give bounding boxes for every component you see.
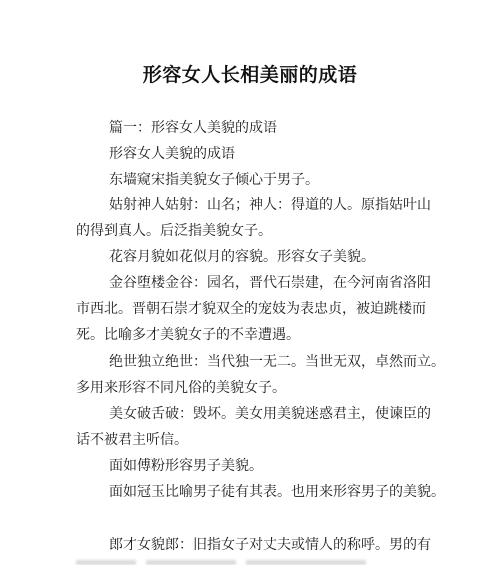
section-heading: 篇一：形容女人美貌的成语	[109, 120, 277, 136]
paragraph-line: 姑射神人姑射：山名；神人：得道的人。原指姑叶山	[109, 197, 431, 213]
paragraph-line: 美女破舌破：毁坏。美女用美貌迷惑君主，使谏臣的	[109, 406, 431, 422]
paragraph-line: 绝世独立绝世：当代独一无二。当世无双，卓然而立。	[109, 354, 445, 370]
paragraph-line: 多用来形容不同凡俗的美貌女子。	[76, 380, 286, 396]
paragraph-line: 面如傅粉形容男子美貌。	[109, 458, 263, 474]
paragraph-line: 金谷堕楼金谷：园名，晋代石崇建，在今河南省洛阳	[109, 275, 431, 291]
paragraph-line: 的得到真人。后泛指美貌女子。	[76, 223, 272, 239]
paragraph-line: 死。比喻多才美貌女子的不幸遭遇。	[76, 327, 300, 343]
faded-next-line	[76, 555, 426, 565]
paragraph-line: 花容月貌如花似月的容貌。形容女子美貌。	[109, 249, 375, 265]
page-title: 形容女人长相美丽的成语	[142, 64, 358, 86]
subheading: 形容女人美貌的成语	[109, 146, 235, 162]
paragraph-line: 面如冠玉比喻男子徒有其表。也用来形容男子的美貌。	[109, 484, 445, 500]
paragraph-line: 东墙窥宋指美貌女子倾心于男子。	[109, 172, 319, 188]
paragraph-line: 市西北。晋朝石崇才貌双全的宠妓为表忠贞，被迫跳楼而	[76, 301, 426, 317]
paragraph-line: 话不被君主听信。	[76, 432, 188, 448]
paragraph-line: 郎才女貌郎：旧指女子对丈夫或情人的称呼。男的有	[109, 537, 431, 553]
